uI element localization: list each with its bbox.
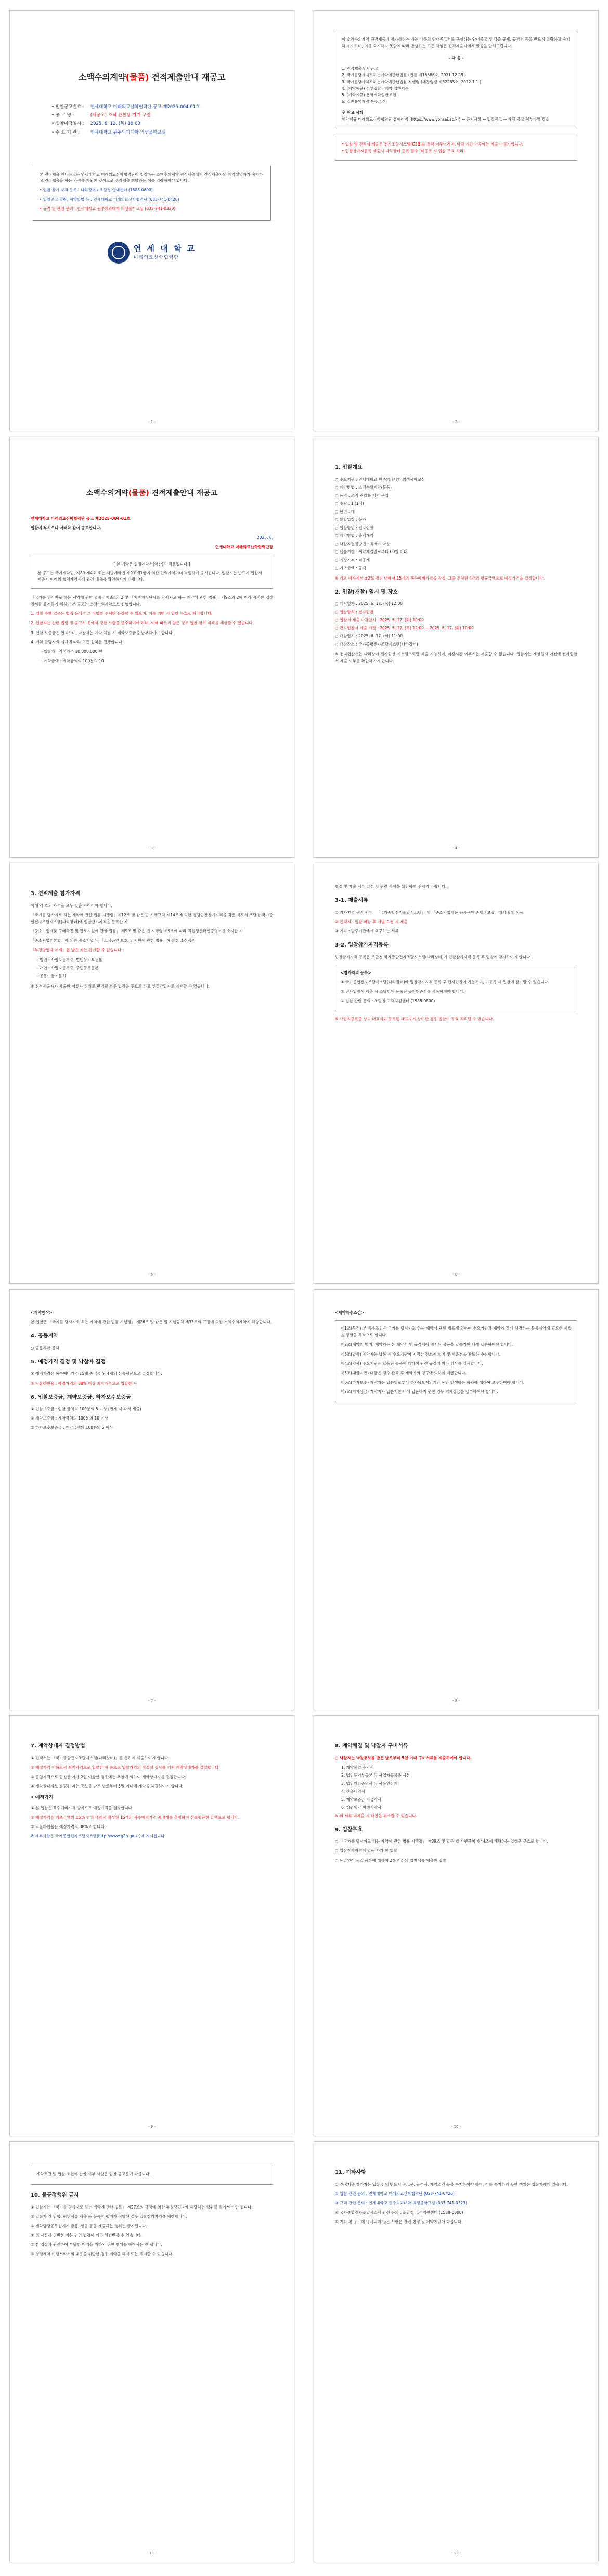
page-number: - 10 - (451, 2124, 461, 2129)
overview-list: ○ 수요기관 : 연세대학교 원주의과대학 의생물학교실 ○ 계약방법 : 소액수의계약(물품) ○ 품명 : 조직 관찰용 기기 구입 ○ 수량 : 1 (1식) ○ 단위 : 대 ○ 분할입찰 : 불가 ○ 입찰방법 : 전자입찰 ○ 계약방법 : 총액계약 ○ 낙찰자결정방법 : 최저가 낙찰 ○ 납품기한 : 계약체결일로부터 60일 이내 ○ 예정가격 : 비공개 ○ 기초금액 : 공개 (335, 477, 425, 570)
page-12: 11. 기타사항 ① 견적제출 참가자는 입찰 전에 반드시 공고문, 규격서, 계약조건 등을 숙지하여야 하며, 이를 숙지하지 못한 책임은 입찰자에게 있습니다. ② 입찰 관련 문의 : 연세대학교 미래의료산학협력단 (033-741-0420) ③ 규격 관련 문의 : 연세대학교 원주의과대학 의생물학교실 (033-741-0323) ④ 국가종합전자조달시스템 관련 문의 : 조달청 고객지원센터 (1588-0800) ⑤ 기타 본 공고에 명시되지 않은 사항은 관련 법령 및 계약예규에 따릅니다. - 12 - (314, 2141, 599, 2562)
page-number: - 11 - (147, 2551, 157, 2555)
top-note-box: 계약조건 및 입찰 조건에 관한 세부 사항은 입찰 공고문에 따릅니다. (31, 2166, 273, 2185)
document-list: - 법인 : 사업자등록증, 법인등기부등본 - 개인 : 사업자등록증, 주민등록등본 - 공동수급 : 불허 (37, 957, 102, 979)
notice-title: 소액수의계약(물품) 견적제출안내 재공고 (78, 72, 226, 82)
notice-info-box: 본 견적제출 안내공고는 연세대학교 미래의료산학협력단이 입찰하는 소액수의계약 견적제출에서 견적제출자의 계약설명자가 숙지하고 견적제출을 하는 과정을 지원한 것이므로 견적제출 희망자는 이를 열람하여야 합니다. • 입찰 참가 자격 등록 : 나라장터 / 조달청 안내센터 (1588-0800) • 입찰공고 열람, 계약방법 등 : 연세대학교 미래의료산학협력단 (033-741-0420) • 규격 및 관련 문의 : 연세대학교 원주의과대학 의생물학교실 (033-741-0323) (33, 166, 271, 221)
university-logo: 연 세 대 학 교 미래의료산학협력단 (31, 242, 273, 264)
schedule-list: ○ 게시일자 : 2025. 6. 12. (목) 12:00 ○ 입찰방식 : 전자입찰 ○ 입찰서 제출 마감일시 : 2025. 6. 17. (화) 10:00 ○ 전자입찰서 제출 기간 : 2025. 6. 12. (목) 12:00 ~ 2025. 6. 17. (화) 10:00 ○ 개찰일시 : 2025. 6. 17. (화) 11:00 ○ 개찰장소 : 국가종합전자조달시스템(나라장터) (335, 601, 474, 647)
page-number: - 6 - (452, 1272, 460, 1277)
page-10: 8. 계약체결 및 낙찰자 구비서류 ○ 낙찰자는 낙찰통보를 받은 날로부터 5일 이내 구비서류를 제출하여야 합니다. 1. 계약체결 승낙서 2. 법인등기부등본 및 사업자등록증 사본 3. 법인인감증명서 및 사용인감계 4. 산출내역서 5. 계약보증금 지급각서 6. 청렴계약 이행서약서 ※ 위 서류 미제출 시 낙찰을 취소할 수 있습니다. 9. 입찰무효 ○ 「국가를 당사자로 하는 계약에 관한 법률 시행령」 제39조 및 같은 법 시행규칙 제44조에 해당하는 입찰은 무효로 합니다. ○ 입찰참가자격이 없는 자가 한 입찰 ○ 동일인이 동일 사항에 대하여 2통 이상의 입찰서를 제출한 입찰 - 10 - (314, 1715, 599, 2136)
page-number: - 12 - (451, 2551, 461, 2555)
page-2 (314, 10, 599, 431)
page-6: 협정 및 제출 서류 일정 시 관련 사항을 확인하여 주시기 바랍니다. 3-1. 제출서류 ① 참가자격 관련 서류 : 「국가종합전자조달시스템」 및 「중소기업제품 공공구매 종합정보망」에서 확인 가능 ② 견적서 : 입찰 마감 후 개별 요청 시 제출 ③ 기타 : 발주기관에서 요구하는 서류 3-2. 입찰참가자격등록 입찰참가자격 등록은 조달청 국가종합전자조달시스템(나라장터)에 입찰참가자격 등록 후 입찰에 참가하여야 합니다. <참가자격 등록> ① 국가종합전자조달시스템(나라장터)에 입찰참가자격 등록 후 전자입찰이 가능하며, 미등록 시 입찰에 참가할 수 없습니다. ② 전자입찰서 제출 시 조달청에 등록된 공인인증서를 사용하여야 합니다. ③ 입찰 관련 문의 : 조달청 고객지원센터 (1588-0800) ※ 사업자등록증 상의 대표자와 등록된 대표자가 상이한 경우 입찰이 무효 처리될 수 있습니다. - 6 - (314, 863, 599, 1284)
page-number: - 4 - (452, 846, 460, 850)
registration-box: <참가자격 등록> ① 국가종합전자조달시스템(나라장터)에 입찰참가자격 등록 후 전자입찰이 가능하며, 미등록 시 입찰에 참가할 수 없습니다. ② 전자입찰서 제출 시 조달청에 등록된 공인인증서를 사용하여야 합니다. ③ 입찰 관련 문의 : 조달청 고객지원센터 (1588-0800) (335, 965, 577, 1012)
page-number: - 1 - (148, 419, 156, 424)
notice-meta: • 입찰공고번호 : 연세대학교 미래의료산학협력단 공고 제2025-004-01호 • 공 고 명 : (재공고) 조직 관찰용 기기 구입 • 입찰마감일시 : 2025. 6. 12. (목) 10:00 • 수 요 기 관 : 연세대학교 원주의과대학 의생물학교실 (51, 104, 200, 135)
page-number: - 5 - (148, 1272, 156, 1277)
page-1 (9, 10, 294, 431)
page-4: 1. 입찰개요 ○ 수요기관 : 연세대학교 원주의과대학 의생물학교실 ○ 계약방법 : 소액수의계약(물품) ○ 품명 : 조직 관찰용 기기 구입 ○ 수량 : 1 (1식) ○ 단위 : 대 ○ 분할입찰 : 불가 ○ 입찰방법 : 전자입찰 ○ 계약방법 : 총액계약 ○ 낙찰자결정방법 : 최저가 낙찰 ○ 납품기한 : 계약체결일로부터 60일 이내 ○ 예정가격 : 비공개 ○ 기초금액 : 공개 ※ 기초 예가에서 ±2% 범위 내에서 15개의 복수예비가격을 작성, 그중 추첨된 4개의 평균금액으로 예정가격을 결정합니다. 2. 입찰(개찰) 일시 및 장소 ○ 게시일자 : 2025. 6. 12. (목) 12:00 ○ 입찰방식 : 전자입찰 ○ 입찰서 제출 마감일시 : 2025. 6. 17. (화) 10:00 ○ 전자입찰서 제출 기간 : 2025. 6. 12. (목) 12:00 ~ 2025. 6. 17. (화) 10:00 ○ 개찰일시 : 2025. 6. 17. (화) 11:00 ○ 개찰장소 : 국가종합전자조달시스템(나라장터) ※ 전자입찰서는 나라장터 전자입찰 시스템으로만 제출 가능하며, 마감시간 이후에는 제출할 수 없습니다. 입찰자는 개찰일시 이전에 전자입찰서 제출 여부를 확인하여야 합니다. - 4 - (314, 437, 599, 858)
page-number: - 8 - (452, 1698, 460, 1703)
page-number: - 3 - (148, 846, 156, 850)
page-3: 소액수의계약(물품) 견적제출안내 재공고 연세대학교 미래의료산학협력단 공고 제2025-004-01호 입찰에 부치오니 아래와 같이 공고합니다. 2025. 6. 연세대학교 미래의료산학협력단장 [ 본 계약은 협정계약서(약관)가 적용됩니다 ] 본 공고는 국가계약법, 제8조제4호 또는 지방계약법 제9조제1항에 의한 협력계약이며 적법하게 공시됩니다. 입찰자는 반드시 입찰서 제출시 아래의 협력계약서에 관련 내용을 확인하시기 바랍니다. 「국가를 당사자로 하는 계약에 관한 법률」제8조의 2 및 「지방자치단체를 당사자로 하는 계약에 관한 법률」 제9조의 2에 따라 공정한 입찰 질서를 유지하기 위하여 본 공고는 소액수의계약으로 진행합니다. 1. 입찰 수행 업무는 법령 등에 따른 적법한 주체만 응찰할 수 있으며, 이를 위반 시 입찰 무효로 처리합니다. 2. 입찰자는 관련 법령 및 공고서 등에서 정한 사항을 준수하여야 하며, 이에 따르지 않은 경우 입찰 참가 자격을 제한할 수 있습니다. 3. 입찰 보증금은 면제하며, 낙찰자는 계약 체결 시 계약보증금을 납부하여야 합니다. 4. 계약 담당자의 지시에 따라 모든 절차를 진행합니다. - 입찰가 : 감정가격 10,000,000 원 - 계약금액 : 계약금액의 100분의 10 - 3 - (9, 437, 294, 858)
page-number: - 2 - (452, 419, 460, 424)
university-seal-icon (108, 242, 130, 264)
page-7: <계약방식> 본 입찰은 「국가를 당사자로 하는 계약에 관한 법률 시행령」 제26조 및 같은 법 시행규칙 제33조의 규정에 의한 소액수의계약에 해당합니다. 4. 공동계약 ○ 공동계약 불허 5. 예정가격 결정 및 낙찰자 결정 ① 예정가격은 복수예비가격 15개 중 추첨된 4개의 산술평균으로 결정합니다. ② 낙찰하한율 : 예정가격의 88% 이상 최저가격으로 입찰한 자 6. 입찰보증금, 계약보증금, 하자보수보증금 ① 입찰보증금 : 입찰 금액의 100분의 5 이상 (면제 시 각서 제출) ② 계약보증금 : 계약금액의 100분의 10 이상 ③ 하자보수보증금 : 계약금액의 100분의 2 이상 - 7 - (9, 1289, 294, 1710)
page-9: 7. 계약상대자 결정방법 ① 견적서는 「국가종합전자조달시스템(나라장터)」를 통하여 제출하여야 합니다. ② 예정가격 이하로서 최저가격으로 입찰한 자 순으로 입찰가격의 적정성 심사를 거쳐 계약상대자를 결정합니다. ③ 동일가격으로 입찰한 자가 2인 이상인 경우에는 추첨에 의하여 계약상대자를 결정합니다. ④ 계약상대자로 결정된 자는 통보를 받은 날로부터 5일 이내에 계약을 체결하여야 합니다. • 예정가격 ① 본 입찰은 복수예비가격 방식으로 예정가격을 결정합니다. ② 예정가격은 기초금액의 ±2% 범위 내에서 작성된 15개의 복수예비가격 중 4개를 추첨하여 산술평균한 금액으로 합니다. ③ 낙찰하한율은 예정가격의 88%로 합니다. ※ 세부사항은 국가종합전자조달시스템(http://www.g2b.go.kr)에 게시됩니다. - 9 - (9, 1715, 294, 2136)
agreement-box: [ 본 계약은 협정계약서(약관)가 적용됩니다 ] 본 공고는 국가계약법, 제8조제4호 또는 지방계약법 제9조제1항에 의한 협력계약이며 적법하게 공시됩니다. 입찰자는 반드시 입찰서 제출시 아래의 협력계약서에 관련 내용을 확인하시기 바랍니다. (31, 556, 273, 589)
warning-box: • 입찰 및 견적서 제출은 전자조달시스템(G2B)을 통해 이루어지며, 마감 시간 이후에는 제출이 불가합니다. • 입찰참가자등록 제출시 나라장터 등록 필수 (미등록 시 입찰 무효 처리). (335, 136, 577, 161)
notice-title: 소액수의계약(물품) 견적제출안내 재공고 (86, 489, 218, 497)
page-number: - 9 - (148, 2124, 156, 2129)
page-5: 3. 견적제출 참가자격 아래 각 호의 자격을 모두 갖춘 자이어야 합니다. 「국가를 당사자로 하는 계약에 관한 법률 시행령」제12조 및 같은 법 시행규칙 제14조에 의한 경쟁입찰참가자격을 갖춘 자로서 조달청 국가종합전자조달시스템(나라장터)에 입찰참가자격을 등록한 자 「중소기업제품 구매촉진 및 판로지원에 관한 법률」 제9조 및 같은 법 시행령 제9조에 따라 직접생산확인증명서를 소지한 자 「중소기업기본법」에 의한 중소기업 및 「소상공인 보호 및 지원에 관한 법률」에 의한 소상공인 「부정당업자 제재」를 받은 자는 참가할 수 없습니다. - 법인 : 사업자등록증, 법인등기부등본 - 개인 : 사업자등록증, 주민등록등본 - 공동수급 : 불허 ※ 견적제출자가 제출한 서류가 허위로 판명될 경우 입찰을 무효로 하고 부정당업자로 제재할 수 있습니다. - 5 - (9, 863, 294, 1284)
required-documents-list: 1. 계약체결 승낙서 2. 법인등기부등본 및 사업자등록증 사본 3. 법인인감증명서 및 사용인감계 4. 산출내역서 5. 계약보증금 지급각서 6. 청렴계약 이행서약서 (341, 1765, 410, 1810)
page-number: - 7 - (148, 1698, 156, 1703)
page-8: <계약특수조건> 제1조(목적) 본 특수조건은 국가를 당사자로 하는 계약에 관한 법률에 의하여 수요기관과 계약자 간에 체결하는 물품계약에 필요한 사항을 정함을 목적으로 합니다. 제2조(계약의 범위) 계약자는 본 계약서 및 규격서에 명시된 물품을 납품기한 내에 납품하여야 합니다. 제3조(납품) 계약자는 납품 시 수요기관이 지정한 장소에 설치 및 시운전을 완료하여야 합니다. 제4조(검사) 수요기관은 납품된 물품에 대하여 관련 규정에 따라 검사를 실시합니다. 제5조(대금지급) 대금은 검수 완료 후 계약자의 청구에 의하여 지급합니다. 제6조(하자보수) 계약자는 납품일로부터 하자담보책임기간 동안 발생하는 하자에 대하여 보수하여야 합니다. 제7조(지체상금) 계약자가 납품기한 내에 납품하지 못한 경우 지체상금을 납부하여야 합니다. - 8 - (314, 1289, 599, 1710)
intro-box: 이 소액수의계약 견적제출에 참가하려는 자는 다음의 안내공고서를 구성하는 안내공고 및 각종 규제, 규격서 등을 반드시 열람하고 숙지하여야 하며, 이를 숙지하지 못함에 따라 발생하는 모든 책임은 견적제출자에게 있음을 알려드립니다. - 다 음 - 1. 견적제출 안내공고 2. 국가를당사자로하는계약에관한법률 (법률 제18586호, 2021.12.28.) 3. 국가를당사자로하는계약에관한법률 시행령 (대통령령 제32285호, 2022.1.1.) 4. (계약예규) 정부입찰 · 계약 집행기준 5. (계약예규) 용역계약일반조건 6. 일반용역계약 특수조건 ※ 참고 사항 계약예규 미래의료산학협력단 홈페이지 (https://www.yonsei.ac.kr) → 공지사항 → 입찰공고 → 해당 공고 첨부파일 참조 (335, 31, 577, 128)
special-terms-box: 제1조(목적) 본 특수조건은 국가를 당사자로 하는 계약에 관한 법률에 의하여 수요기관과 계약자 간에 체결하는 물품계약에 필요한 사항을 정함을 목적으로 합니다. 제2조(계약의 범위) 계약자는 본 계약서 및 규격서에 명시된 물품을 납품기한 내에 납품하여야 합니다. 제3조(납품) 계약자는 납품 시 수요기관이 지정한 장소에 설치 및 시운전을 완료하여야 합니다. 제4조(검사) 수요기관은 납품된 물품에 대하여 관련 규정에 따라 검사를 실시합니다. 제5조(대금지급) 대금은 검수 완료 후 계약자의 청구에 의하여 지급합니다. 제6조(하자보수) 계약자는 납품일로부터 하자담보책임기간 동안 발생하는 하자에 대하여 보수하여야 합니다. 제7조(지체상금) 계약자가 납품기한 내에 납품하지 못한 경우 지체상금을 납부하여야 합니다. (335, 1320, 577, 1402)
page-11: 계약조건 및 입찰 조건에 관한 세부 사항은 입찰 공고문에 따릅니다. 10. 불공정행위 금지 ① 입찰자는 「국가를 당사자로 하는 계약에 관한 법률」 제27조의 규정에 의한 부정당업자에 해당하는 행위를 하여서는 안 됩니다. ② 입찰자 간 담합, 허위서류 제출 등 불공정 행위가 적발된 경우 입찰참가자격을 제한합니다. ③ 계약담당공무원에게 금품, 향응 등을 제공하는 행위는 금지됩니다. ④ 위 사항을 위반한 자는 관련 법령에 따라 처벌받을 수 있습니다. ⑤ 본 입찰과 관련하여 부당한 이익을 취하기 위한 행위를 하여서는 안 됩니다. ⑥ 청렴계약 이행서약서의 내용을 위반한 경우 계약을 해제 또는 해지할 수 있습니다. - 11 - (9, 2141, 294, 2562)
